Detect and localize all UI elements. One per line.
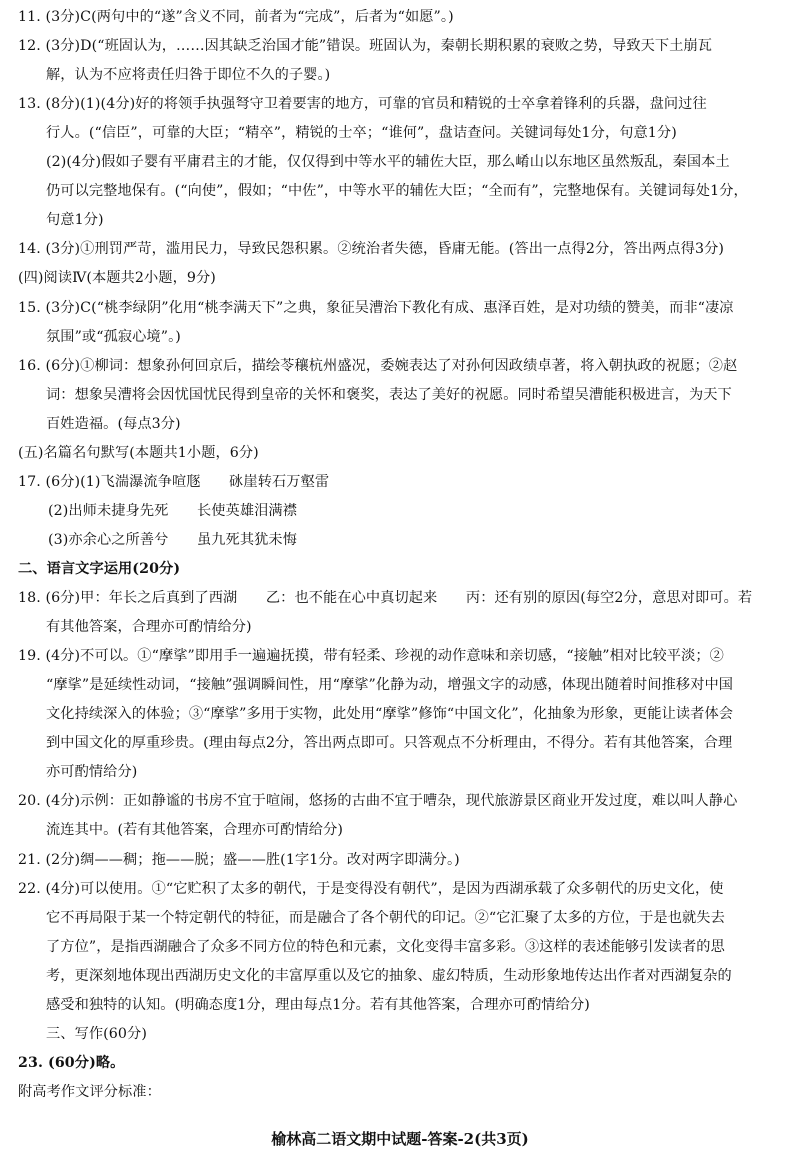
answer-line: “摩挲”是延续性动词，“接触”强调瞬间性，用“摩挲”化静为动，增强文字的动感，体现出随着时间推移对中国 <box>46 677 734 693</box>
answer-line: 22. (4分)可以使用。①“它贮积了太多的朝代，于是变得没有朝代”，是因为西湖承载了众多朝代的历史文化，使 <box>18 881 724 897</box>
answer-line: 15. (3分)C(“桃李绿阴”化用“桃李满天下”之典，象征吴漕治下教化有成、惠泽百姓，是对功绩的赞美，而非“凄凉 <box>18 300 734 316</box>
answer-line: (2)(4分)假如子婴有平庸君主的才能，仅仅得到中等水平的辅佐大臣，那么崤山以东地区虽然叛乱，秦国本土 <box>46 154 730 170</box>
answer-line: 流连其中。(若有其他答案，合理亦可酌情给分) <box>46 822 344 838</box>
answer-line: 百姓造福。(每点3分) <box>46 416 181 432</box>
answer-line: 感受和独特的认知。(明确态度1分，理由每点1分。若有其他答案，合理亦可酌情给分) <box>46 997 590 1013</box>
section-heading: 23. (60分)略。 <box>18 1055 125 1071</box>
answer-line: 20. (4分)示例：正如静谧的书房不宜于喧闹，悠扬的古曲不宜于嘈杂，现代旅游景区商业开发过度，难以叫人静心 <box>18 793 738 809</box>
answer-line: 仍可以完整地保有。(“向使”，假如；“中佐”，中等水平的辅佐大臣；“全而有”，完整地保有。关键词每处1分， <box>46 183 748 199</box>
answer-line: 17. (6分)(1)飞湍瀑流争喧豗 砯崖转石万壑雷 <box>18 474 330 490</box>
answer-line: 14. (3分)①刑罚严苛，滥用民力，导致民怨积累。②统治者失德，昏庸无能。(答出一点得2分，答出两点得3分) <box>18 241 725 257</box>
answer-line: 行人。(“信臣”，可靠的大臣；“精卒”，精锐的士卒；“谁何”，盘诘查问。关键词每处1分，句意1分) <box>46 125 677 141</box>
section-heading: 二、语言文字运用(20分) <box>18 561 181 577</box>
answer-line: 11. (3分)C(两句中的“遂”含义不同，前者为“完成”，后者为“如愿”。) <box>18 9 454 25</box>
answer-line: 词：想象吴漕将会因忧国忧民得到皇帝的关怀和褒奖，表达了美好的祝愿。同时希望吴漕能积极进言，为天下 <box>46 387 732 403</box>
answer-line: 它不再局限于某一个特定朝代的特征，而是融合了各个朝代的印记。②“它汇聚了太多的方位，于是也就失去 <box>46 910 725 926</box>
answer-line: 氛围”或“孤寂心境”。) <box>46 329 181 345</box>
answer-line: 考，更深刻地体现出西湖历史文化的丰富厚重以及它的抽象、虚幻特质，生动形象地传达出作者对西湖复杂的 <box>46 968 732 984</box>
answer-line: 12. (3分)D(“班固认为，……因其缺乏治国才能”错误。班固认为，秦朝长期积累的衰败之势，导致天下土崩瓦 <box>18 38 713 54</box>
answer-line: 附高考作文评分标准： <box>18 1084 161 1100</box>
answer-line: 19. (4分)不可以。①“摩挲”即用手一遍遍抚摸，带有轻柔、珍视的动作意味和亲切感，“接触”相对比较平淡；② <box>18 648 724 664</box>
answer-line: 16. (6分)①柳词：想象孙何回京后，描绘苓穰杭州盛况，委婉表达了对孙何因政绩卓著，将入朝执政的祝愿；②赵 <box>18 358 738 374</box>
answer-line: (3)亦余心之所善兮 虽九死其犹未悔 <box>48 532 297 548</box>
answer-line: 18. (6分)甲：年长之后真到了西湖 乙：也不能在心中真切起来 丙：还有别的原因(每空2分，意思对即可。若 <box>18 590 753 606</box>
answer-line: 句意1分) <box>46 212 104 228</box>
section-heading: (四)阅读Ⅳ(本题共2小题，9分) <box>18 270 216 286</box>
answer-line: 解，认为不应将责任归咎于即位不久的子婴。) <box>46 67 331 83</box>
answer-line: (2)出师未捷身先死 长使英雄泪满襟 <box>48 503 297 519</box>
answer-line: 有其他答案，合理亦可酌情给分) <box>46 619 252 635</box>
answer-line: 21. (2分)绸——稠；拖——脱；盛——胜(1字1分。改对两字即满分。) <box>18 852 460 868</box>
section-heading: (五)名篇名句默写(本题共1小题，6分) <box>18 445 259 461</box>
answer-line: 三、写作(60分) <box>46 1026 147 1042</box>
answer-line: 亦可酌情给分) <box>46 764 138 780</box>
answer-line: 到中国文化的厚重珍贵。(理由每点2分，答出两点即可。只答观点不分析理由，不得分。若有其他答案，合理 <box>46 735 733 751</box>
answer-line: 了方位”，是指西湖融合了众多不同方位的特色和元素，文化变得丰富多彩。③这样的表述能够引发读者的思 <box>46 939 725 955</box>
answer-line: 文化持续深入的体验；③“摩挲”多用于实物，此处用“摩挲”修饰“中国文化”，化抽象为形象，更能让读者体会 <box>46 706 734 722</box>
answer-line: 13. (8分)(1)(4分)好的将领手执强弩守卫着要害的地方，可靠的官员和精锐的士卒拿着锋利的兵器，盘问过往 <box>18 96 707 112</box>
page-footer: 榆林高二语文期中试题-答案-2(共3页) <box>271 1130 529 1148</box>
